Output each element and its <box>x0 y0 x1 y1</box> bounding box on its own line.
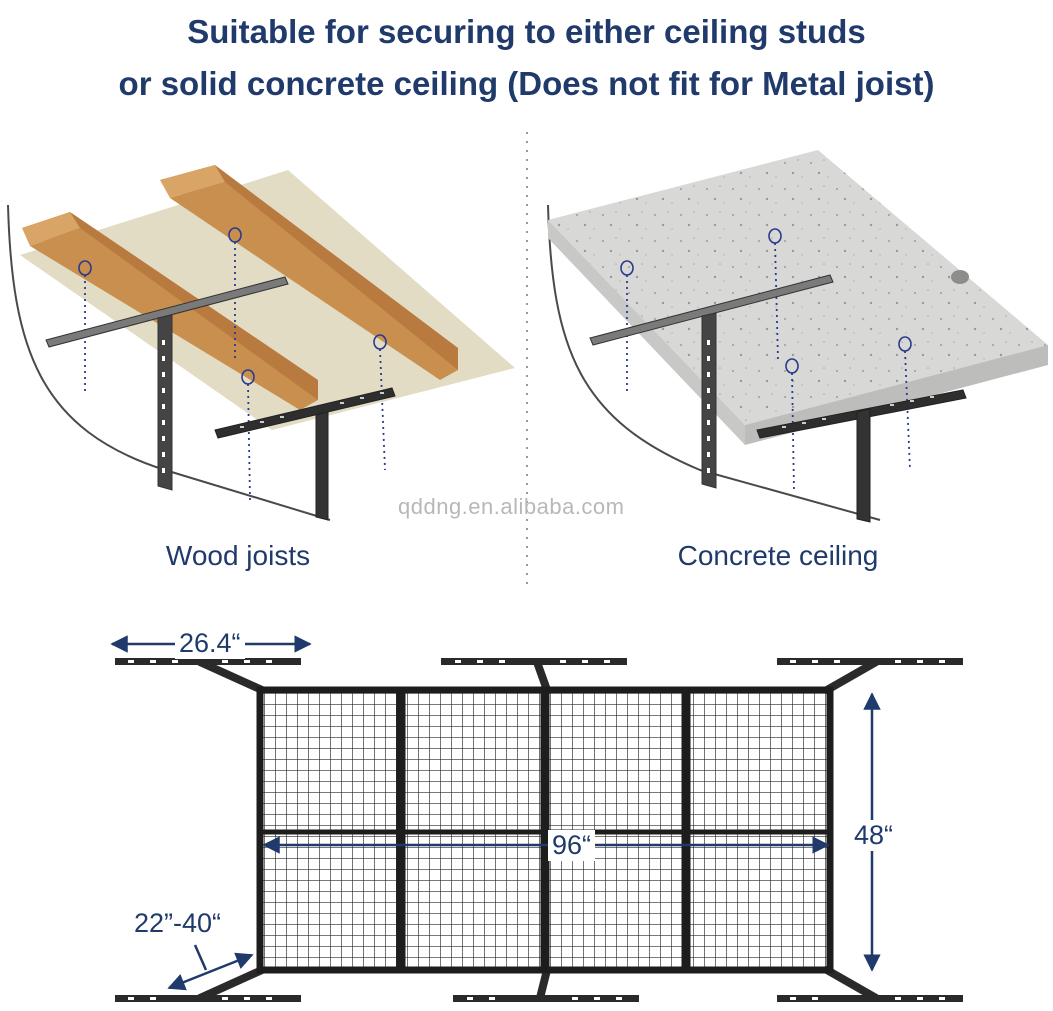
rack-top-view <box>112 644 963 1002</box>
concrete-ceiling-illustration <box>548 150 1048 522</box>
concrete-ceiling-caption: Concrete ceiling <box>677 540 879 571</box>
wood-joists-caption: Wood joists <box>165 540 311 571</box>
rack-depth-label: 48“ <box>850 820 897 851</box>
height-range-label: 22”-40“ <box>130 908 225 939</box>
rack-length-label: 96“ <box>548 830 595 861</box>
wood-joists-illustration <box>8 165 515 520</box>
bracket-width-label: 26.4“ <box>175 628 245 659</box>
headline-line-1: Suitable for securing to either ceiling studs <box>187 13 866 50</box>
headline-line-2: or solid concrete ceiling (Does not fit for Metal joist) <box>118 65 935 102</box>
watermark: qddng.en.alibaba.com <box>398 494 625 519</box>
